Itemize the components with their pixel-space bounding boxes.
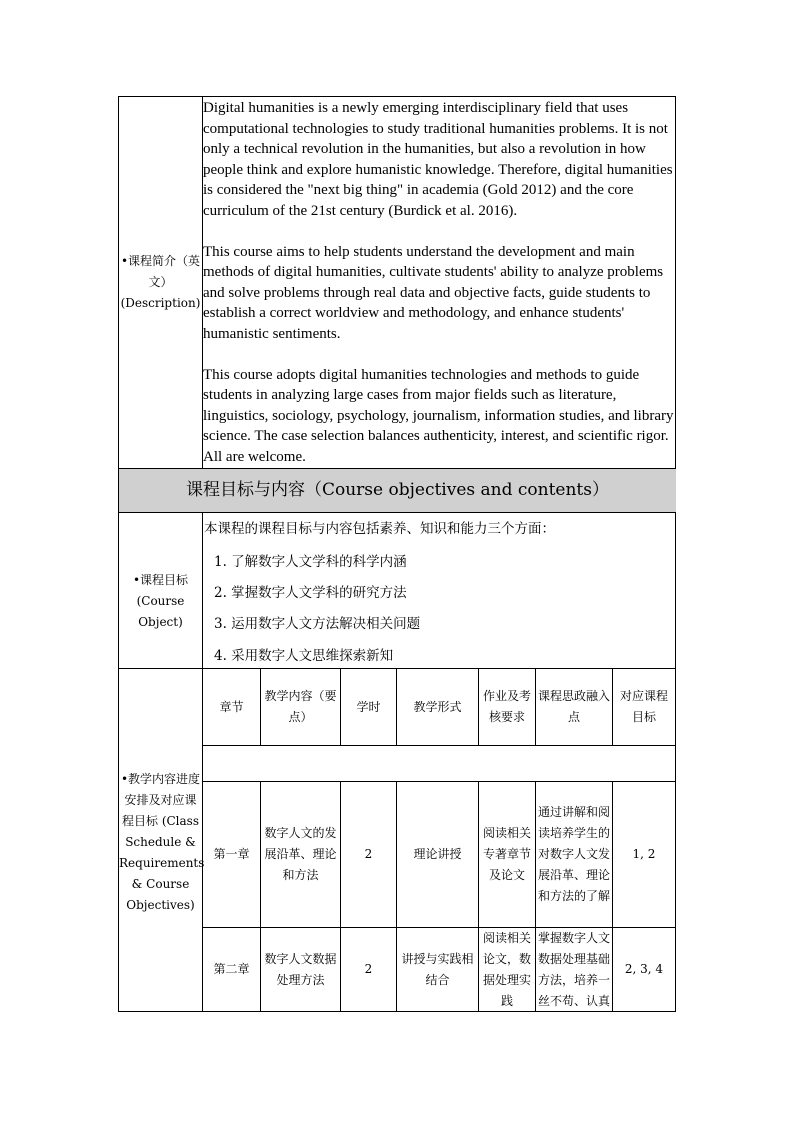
table-cell-objectives: 1, 2 bbox=[632, 847, 656, 861]
header-form: 教学形式 bbox=[413, 699, 462, 714]
objectives-intro: 本课程的课程目标与内容包括素养、知识和能力三个方面： bbox=[204, 521, 555, 537]
objective-item: 1. 了解数字人文学科的科学内涵 bbox=[214, 554, 407, 570]
description-label: •课程简介（英文）(Description) bbox=[120, 254, 201, 310]
objectives-label: •课程目标(Course Object) bbox=[132, 573, 189, 629]
description-paragraph: This course aims to help students understand the development and main methods of digital humanities, cultivate students' ability to analyze problems and solve problems through real data and objective facts, guide students to establish a correct worldview and methodology, and enhance students' humanistic sentiments. bbox=[203, 243, 664, 342]
description-text bbox=[203, 98, 675, 468]
table-cell-homework: 阅读相关论文，数据处理实践 bbox=[482, 930, 531, 1008]
description-paragraph: This course adopts digital humanities technologies and methods to guide students in analyzing large cases from major fields such as literature, linguistics, sociology, psychology, journalism, information studies, and library science. The case selection balances authenticity, interest, and scientific rigor. All are welcome. bbox=[203, 366, 674, 465]
header-chapter: 章节 bbox=[219, 699, 244, 714]
description-paragraph: Digital humanities is a newly emerging interdisciplinary field that uses computational technologies to study traditional humanities problems. It is not only a technical revolution in the humanities, but also a revolution in how people think and explore humanistic knowledge. Therefore, digital humanities is considered the "next big thing" in academia (Gold 2012) and the core curriculum of the 21st century (Burdick et al. 2016). bbox=[203, 100, 673, 219]
table-border-right bbox=[675, 96, 676, 469]
table-cell-ideology: 通过讲解和阅读培养学生的对数字人文发展沿革、理论和方法的了解 bbox=[538, 805, 611, 903]
schedule-label: •教学内容进度安排及对应课程目标 (Class Schedule & Requirements & Course Objectives) bbox=[119, 772, 205, 912]
table-cell-homework: 阅读相关专著章节及论文 bbox=[482, 826, 531, 882]
table-border-right bbox=[675, 512, 676, 1012]
table-cell-chapter: 第二章 bbox=[213, 962, 250, 976]
table-cell-content: 数字人文数据处理方法 bbox=[264, 951, 337, 987]
table-cell-objectives: 2, 3, 4 bbox=[624, 962, 664, 976]
header-ideology: 课程思政融入点 bbox=[538, 689, 611, 724]
table-cell-hours: 2 bbox=[364, 847, 373, 861]
row-divider bbox=[202, 745, 676, 746]
table-cell-form: 理论讲授 bbox=[413, 847, 462, 861]
table-cell-chapter: 第一章 bbox=[213, 847, 250, 861]
section-title: 课程目标与内容（Course objectives and contents） bbox=[185, 480, 609, 500]
table-cell-content: 数字人文的发展沿革、理论和方法 bbox=[264, 826, 337, 882]
table-cell-hours: 2 bbox=[364, 962, 373, 976]
header-hours: 学时 bbox=[356, 699, 381, 714]
header-objectives: 对应课程目标 bbox=[619, 689, 668, 724]
table-cell-ideology: 掌握数字人文数据处理基础方法，培养一丝不苟、认真 bbox=[538, 930, 611, 1008]
header-homework: 作业及考核要求 bbox=[482, 689, 531, 724]
header-content: 教学内容（要点） bbox=[264, 689, 337, 724]
table-cell-form: 讲授与实践相结合 bbox=[401, 951, 474, 987]
objective-item: 4. 采用数字人文思维探索新知 bbox=[214, 648, 394, 664]
objective-item: 2. 掌握数字人文学科的研究方法 bbox=[214, 585, 407, 601]
objective-item: 3. 运用数字人文方法解决相关问题 bbox=[214, 616, 421, 632]
